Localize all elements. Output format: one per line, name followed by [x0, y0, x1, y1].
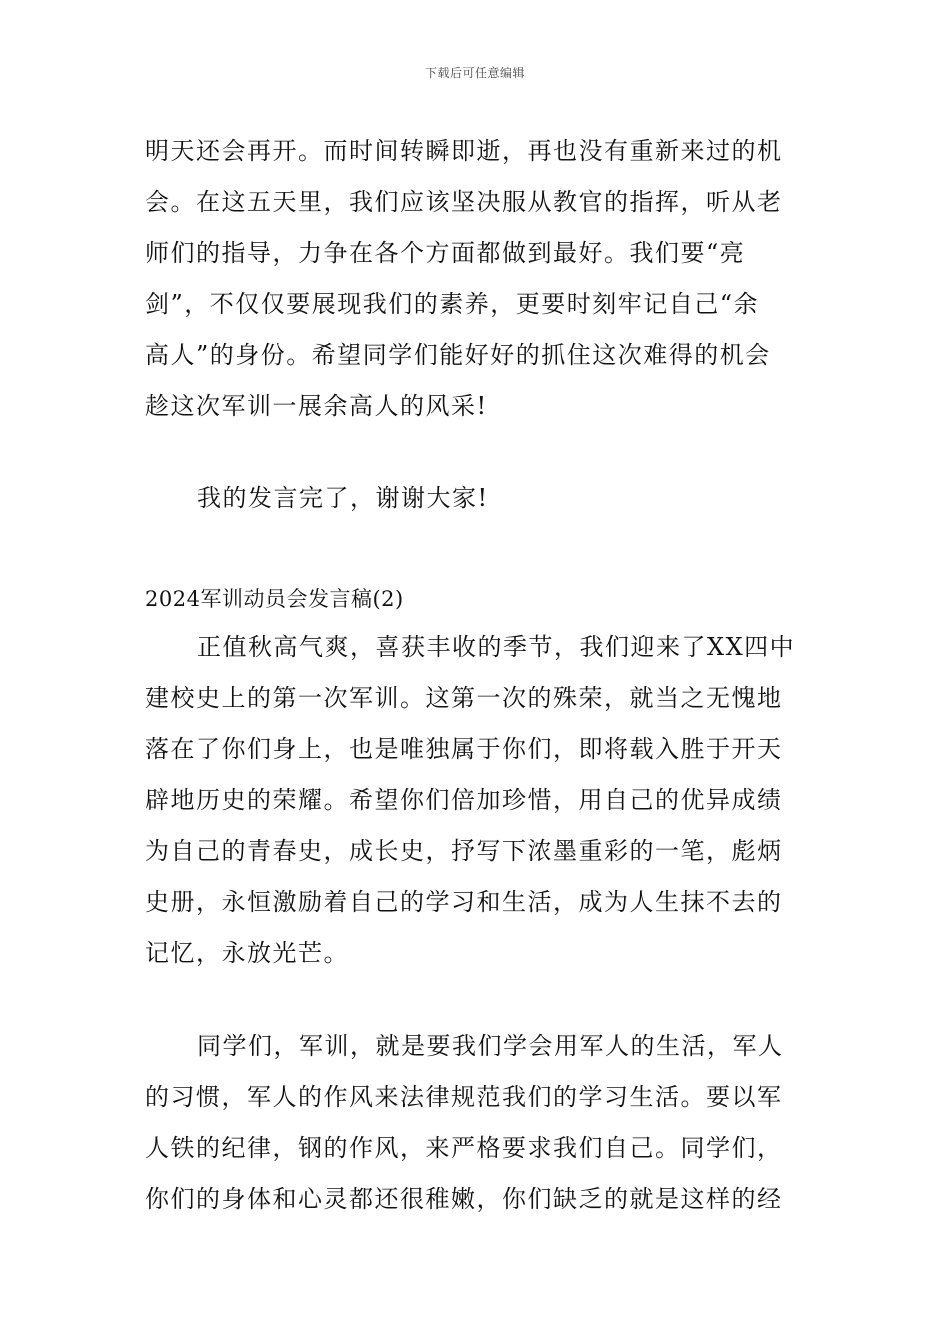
- text-line: 正值秋高气爽，喜获丰收的季节，我们迎来了XX四中: [197, 633, 796, 661]
- text-line: 为自己的青春史，成长史，抒写下浓墨重彩的一笔，彪炳: [145, 837, 783, 865]
- page-header: 下载后可任意编辑: [424, 66, 525, 80]
- text-line: 师们的指导，力争在各个方面都做到最好。我们要“亮: [145, 239, 746, 267]
- text-line: 史册，永恒激励着自己的学习和生活，成为人生抹不去的: [145, 888, 783, 916]
- paragraph-4: [145, 1021, 810, 1225]
- text-line: 的习惯，军人的作风来法律规范我们的学习生活。要以军: [145, 1083, 783, 1111]
- text-line: 建校史上的第一次军训。这第一次的殊荣，就当之无愧地: [145, 684, 783, 712]
- text-line: 你们的身体和心灵都还很稚嫩，你们缺乏的就是这样的经: [145, 1185, 783, 1213]
- text-line: 我的发言完了，谢谢大家!: [197, 484, 489, 512]
- text-line: 会。在这五天里，我们应该坚决服从教官的指挥，听从老: [145, 188, 783, 216]
- section-heading-block: [145, 584, 810, 614]
- text-line: 人铁的纪律，钢的作风，来严格要求我们自己。同学们，: [145, 1134, 783, 1162]
- section-heading: 2024军训动员会发言稿(2): [145, 587, 404, 611]
- paragraph-2: [145, 473, 810, 524]
- paragraph-1: [145, 126, 810, 432]
- text-line: 落在了你们身上，也是唯独属于你们，即将载入胜于开天: [145, 735, 783, 763]
- text-line: 高人”的身份。希望同学们能好好的抓住这次难得的机会: [145, 341, 771, 369]
- text-line: 记忆，永放光芒。: [145, 939, 349, 967]
- text-line: 趁这次军训一展余高人的风采!: [145, 392, 488, 420]
- text-line: 辟地历史的荣耀。希望你们倍加珍惜，用自己的优异成绩: [145, 786, 783, 814]
- paragraph-3: [145, 622, 810, 979]
- text-line: 明天还会再开。而时间转瞬即逝，再也没有重新来过的机: [145, 137, 783, 165]
- text-line: 剑”，不仅仅要展现我们的素养，更要时刻牢记自己“余: [145, 290, 760, 318]
- text-line: 同学们，军训，就是要我们学会用军人的生活，军人: [197, 1032, 784, 1060]
